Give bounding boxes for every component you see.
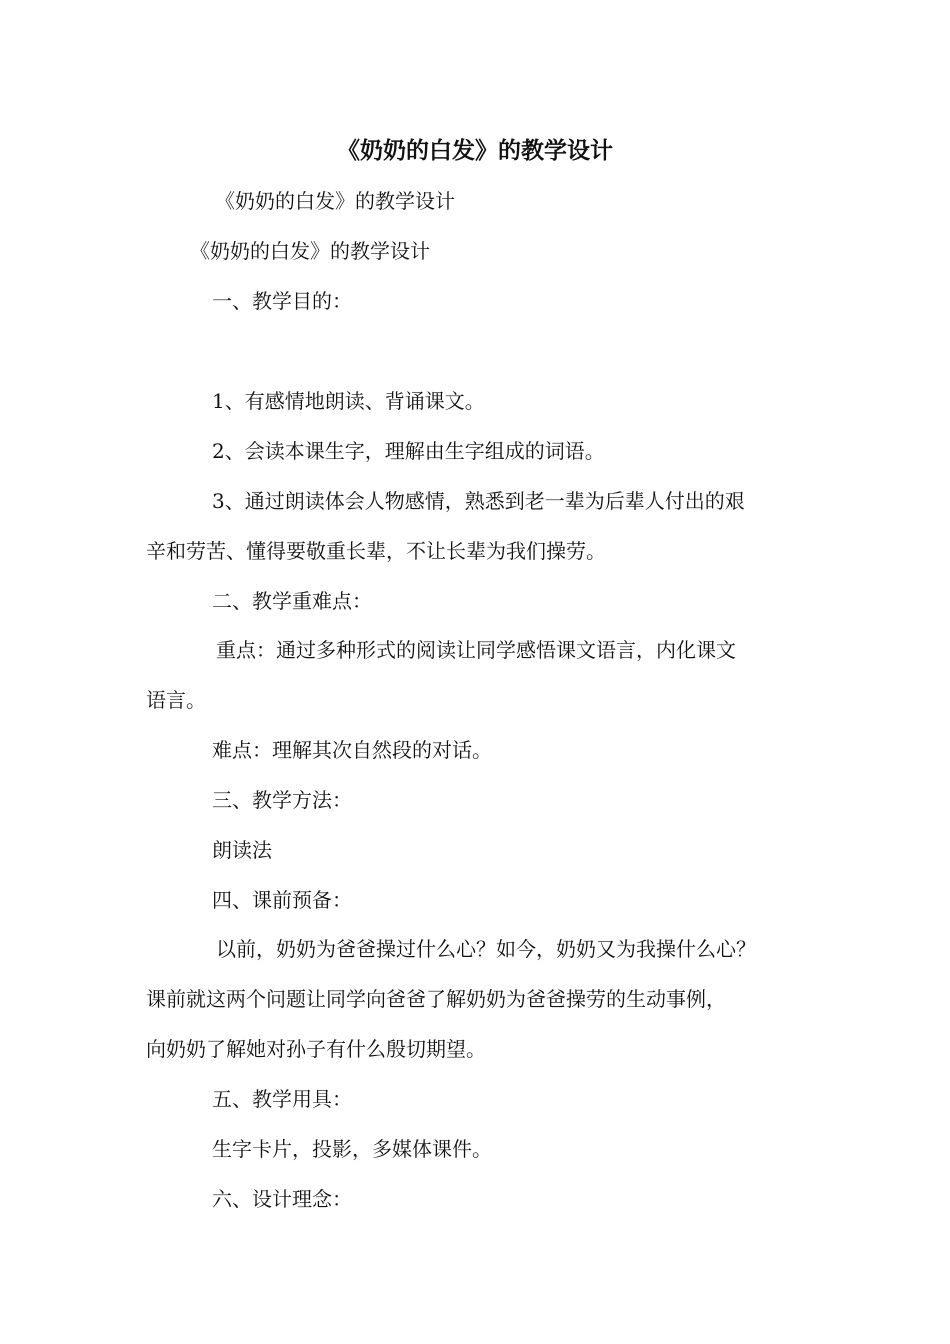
subtitle-line-1: 《奶奶的白发》的教学设计 <box>215 189 455 213</box>
section-5-heading: 五、教学用具： <box>212 1087 352 1111</box>
section-1-item-3: 3、通过朗读体会人物感情，熟悉到老一辈为后辈人付出的艰 <box>212 489 745 513</box>
section-4-line-3: 向奶奶了解她对孙子有什么殷切期望。 <box>146 1037 486 1061</box>
section-6-heading: 六、设计理念： <box>212 1187 352 1211</box>
section-4-line-1: 以前，奶奶为爸爸操过什么心？如今，奶奶又为我操什么心？ <box>216 937 756 961</box>
key-point-line-2: 语言。 <box>146 688 206 712</box>
document-title: 《奶奶的白发》的教学设计 <box>337 137 613 164</box>
key-point-line-1: 重点：通过多种形式的阅读让同学感悟课文语言，内化课文 <box>216 638 736 662</box>
section-4-heading: 四、课前预备： <box>212 888 352 912</box>
section-5-content: 生字卡片，投影，多媒体课件。 <box>212 1137 492 1161</box>
difficulty-line: 难点：理解其次自然段的对话。 <box>212 738 492 762</box>
section-1-item-3-continued: 辛和劳苦、懂得要敬重长辈，不让长辈为我们操劳。 <box>146 539 606 563</box>
subtitle-line-2: 《奶奶的白发》的教学设计 <box>190 239 430 263</box>
section-1-item-1: 1、有感情地朗读、背诵课文。 <box>212 389 485 413</box>
section-3-heading: 三、教学方法： <box>212 788 352 812</box>
section-1-item-2: 2、会读本课生字，理解由生字组成的词语。 <box>212 439 605 463</box>
section-4-line-2: 课前就这两个问题让同学向爸爸了解奶奶为爸爸操劳的生动事例， <box>146 987 726 1011</box>
section-1-heading: 一、教学目的： <box>212 289 352 313</box>
section-3-content: 朗读法 <box>212 838 272 862</box>
section-2-heading: 二、教学重难点： <box>212 589 372 613</box>
